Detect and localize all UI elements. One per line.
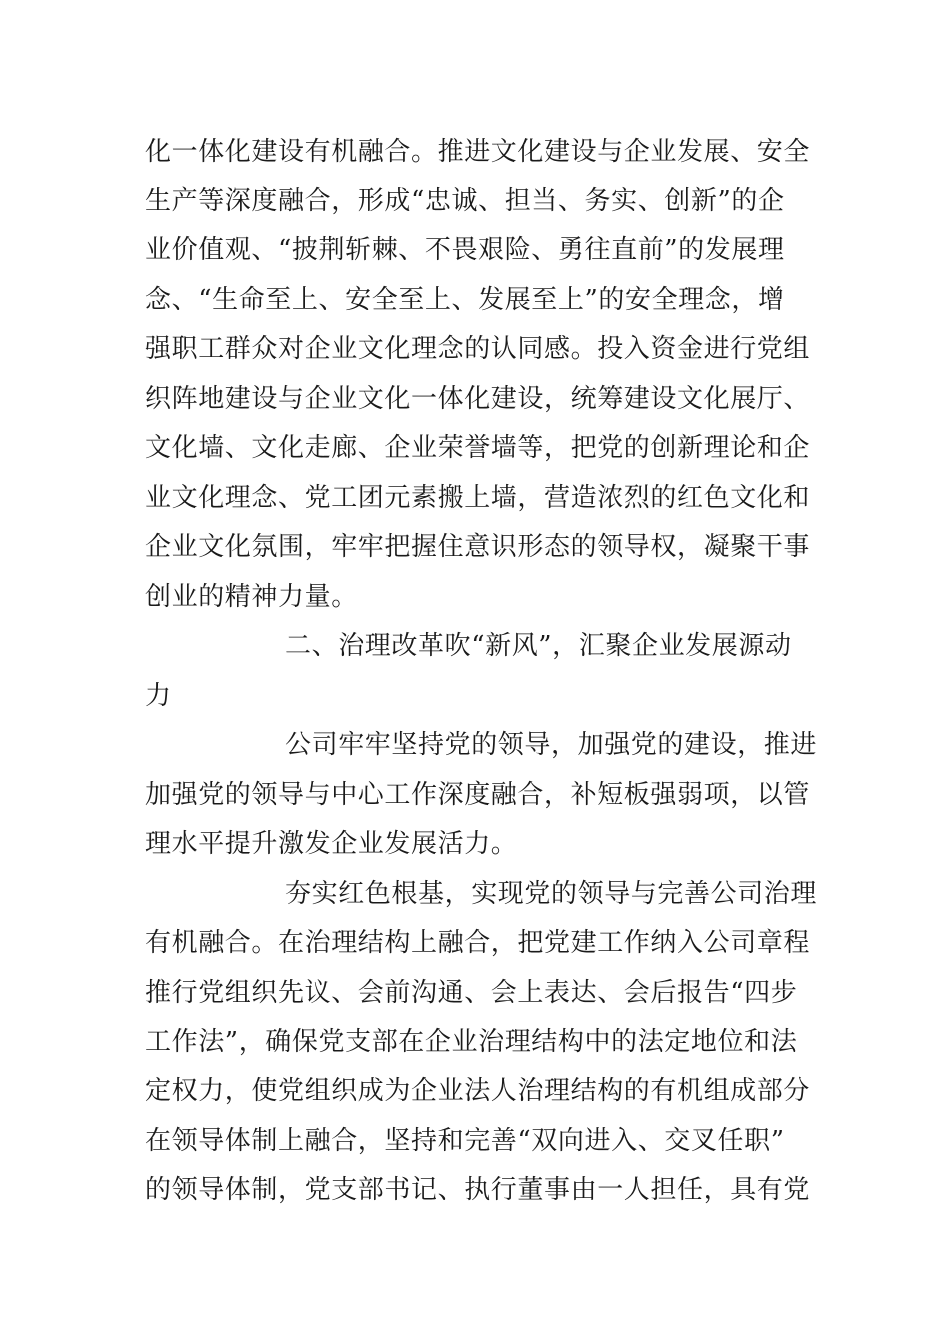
text-line: 业价值观、“披荆斩棘、不畏艰险、勇往直前”的发展理	[145, 235, 785, 265]
text-line: 文化墙、文化走廊、企业荣誉墙等，把党的创新理论和企	[145, 433, 811, 463]
text-line: 理水平提升激发企业发展活力。	[145, 829, 518, 859]
section-heading: 二、治理改革吹“新风”，汇聚企业发展源动	[285, 631, 792, 661]
text-line: 念、“生命至上、安全至上、发展至上”的安全理念，增	[145, 285, 785, 315]
text-line: 业文化理念、党工团元素搬上墙，营造浓烈的红色文化和	[145, 483, 811, 513]
text-line: 在领导体制上融合，坚持和完善“双向进入、交叉任职”	[145, 1126, 785, 1156]
text-line: 企业文化氛围，牢牢把握住意识形态的领导权，凝聚干事	[145, 532, 811, 562]
text-line: 定权力，使党组织成为企业法人治理结构的有机组成部分	[145, 1076, 811, 1106]
section-heading-continuation: 力	[145, 681, 172, 711]
text-line: 化一体化建设有机融合。推进文化建设与企业发展、安全	[145, 137, 811, 167]
text-line: 加强党的领导与中心工作深度融合，补短板强弱项，以管	[145, 780, 811, 810]
text-line: 的领导体制，党支部书记、执行董事由一人担任，具有党	[145, 1175, 811, 1205]
text-line: 强职工群众对企业文化理念的认同感。投入资金进行党组	[145, 334, 811, 364]
text-line: 推行党组织先议、会前沟通、会上表达、会后报告“四步	[145, 978, 798, 1008]
text-line: 织阵地建设与企业文化一体化建设，统筹建设文化展厅、	[145, 384, 811, 414]
text-line: 公司牢牢坚持党的领导，加强党的建设，推进	[285, 730, 818, 760]
text-line: 工作法”，确保党支部在企业治理结构中的法定地位和法	[145, 1027, 798, 1057]
text-line: 夯实红色根基，实现党的领导与完善公司治理	[285, 879, 818, 909]
text-line: 生产等深度融合，形成“忠诚、担当、务实、创新”的企	[145, 186, 785, 216]
text-line: 有机融合。在治理结构上融合，把党建工作纳入公司章程	[145, 928, 811, 958]
text-line: 创业的精神力量。	[145, 582, 358, 612]
